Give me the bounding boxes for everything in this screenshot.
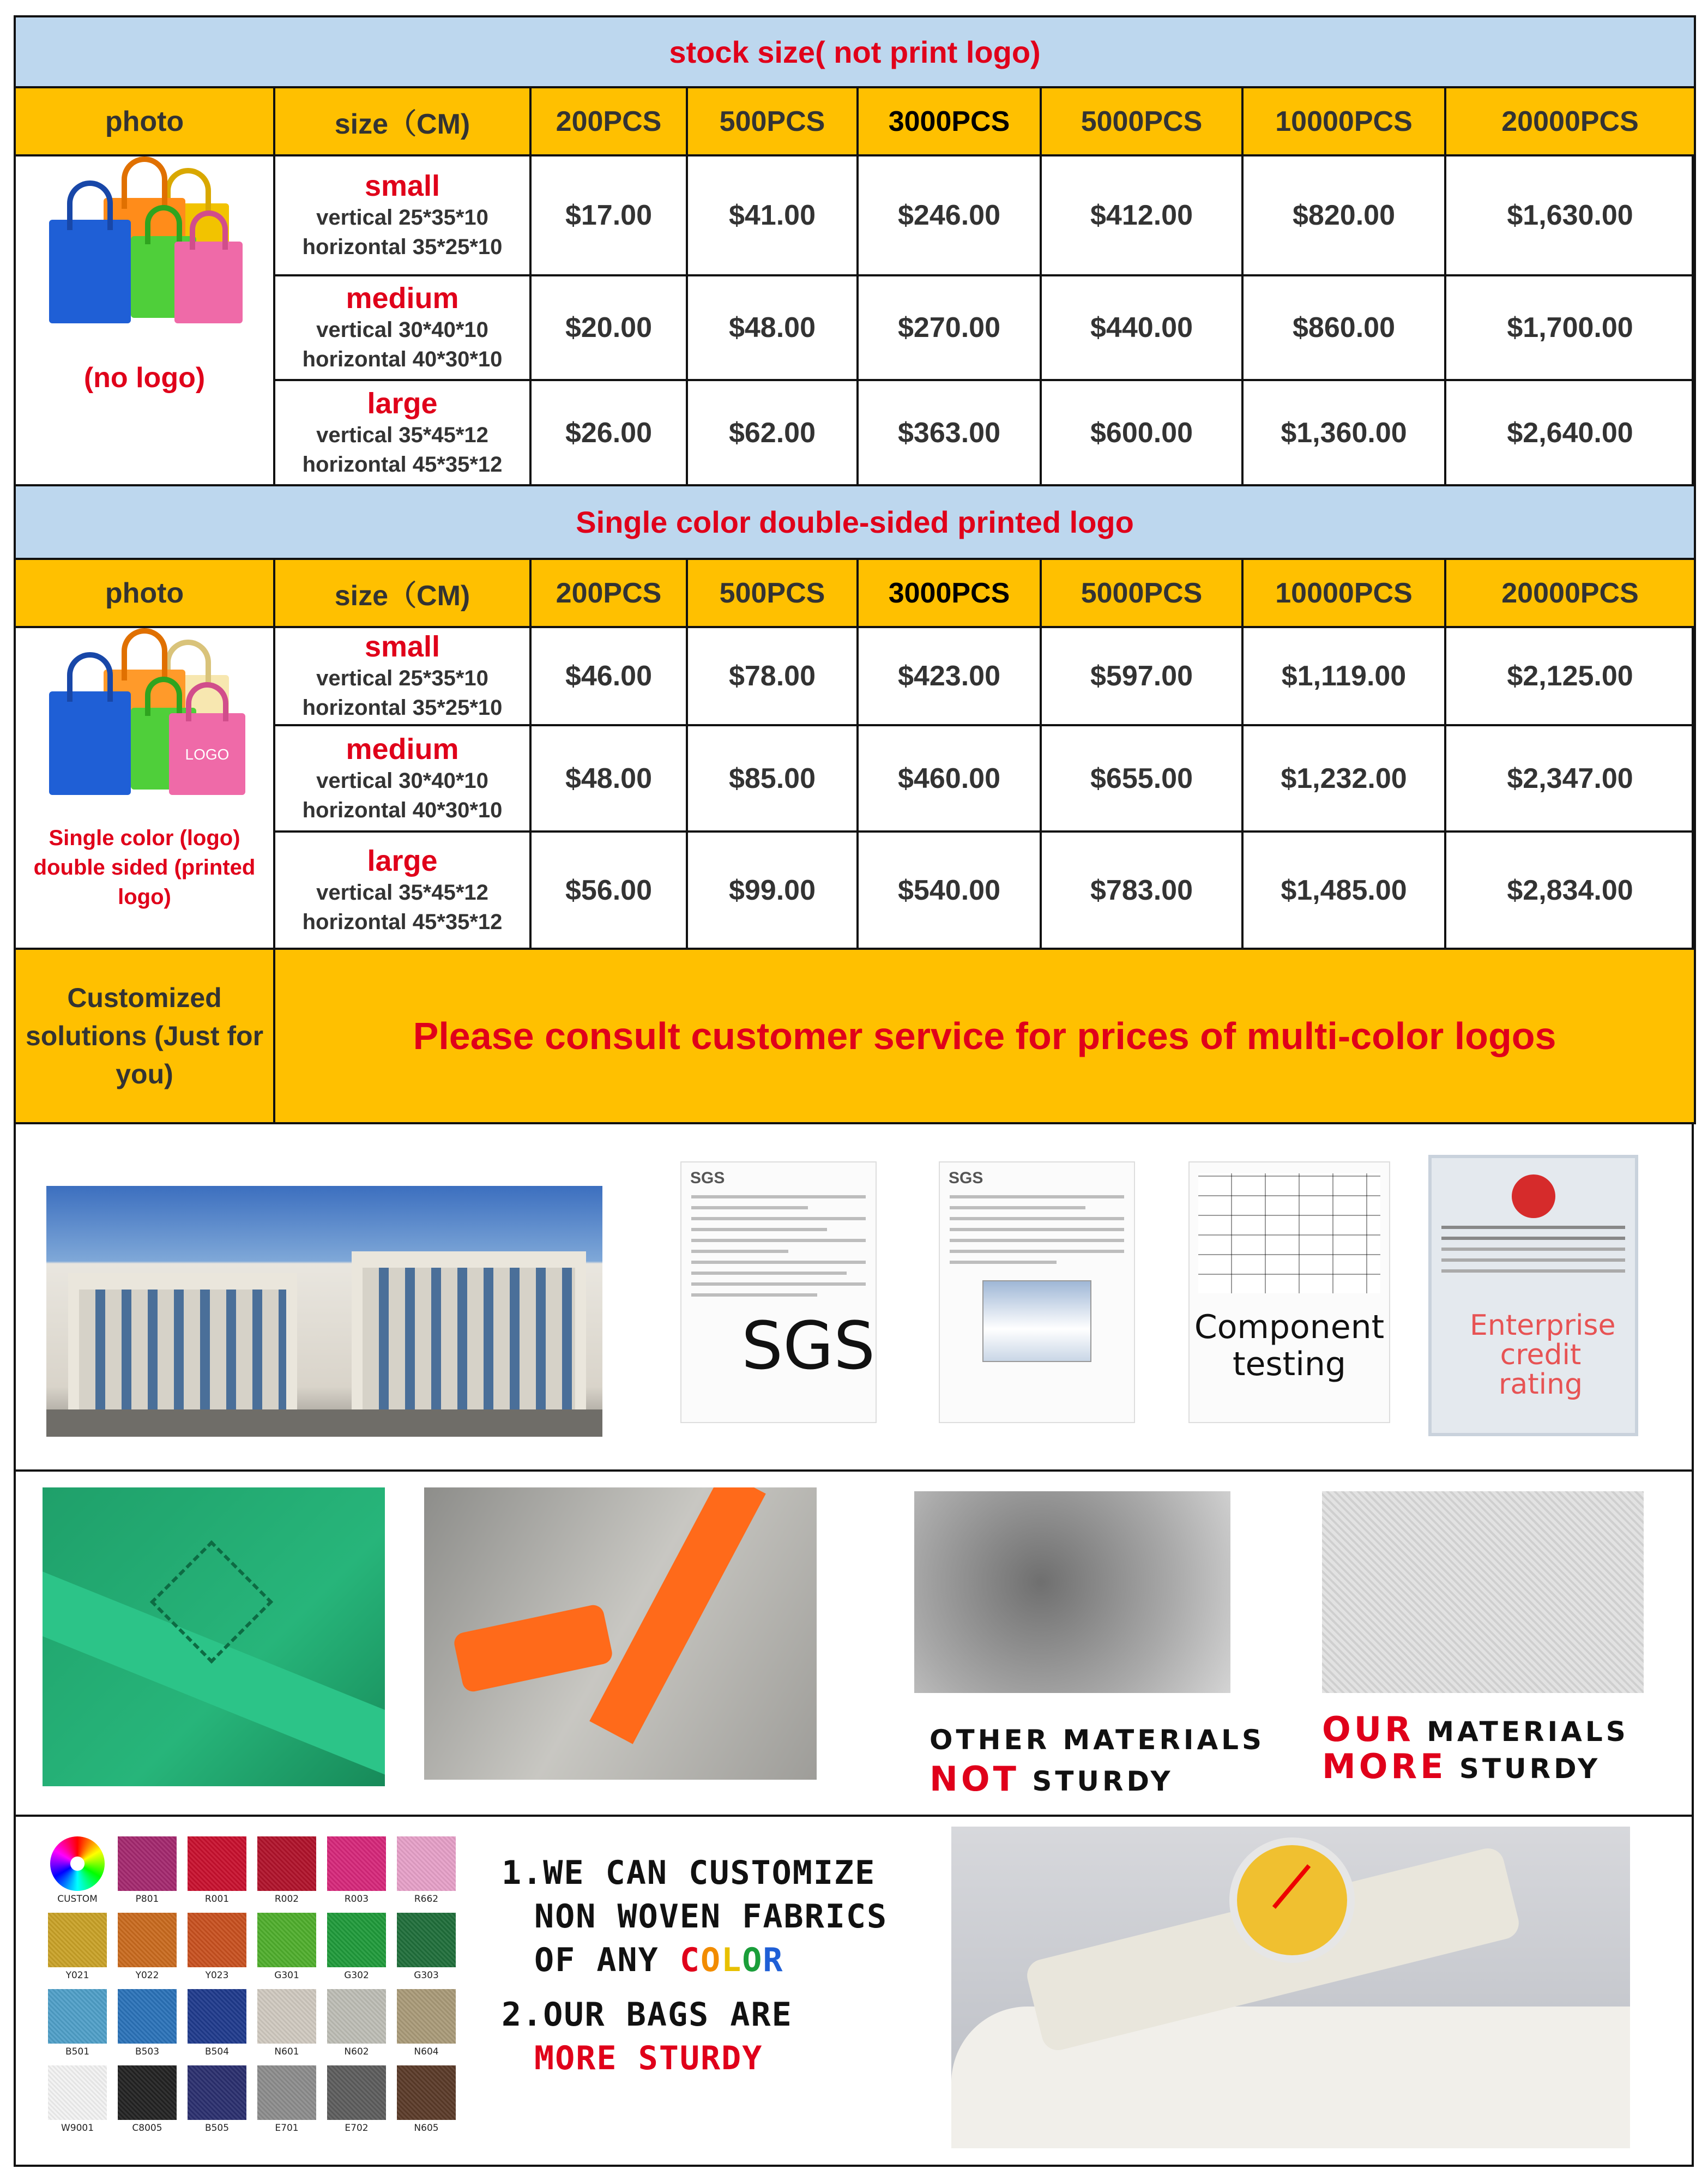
color-swatch-code: P801 <box>135 1894 159 1905</box>
size-name: medium <box>346 282 459 315</box>
stock-photo-cell <box>15 155 274 485</box>
printed-title: Single color double-sided printed logo <box>15 485 1695 559</box>
size-name: large <box>367 844 438 877</box>
enterprise-credit-label: Enterprise credit rating <box>1470 1309 1616 1401</box>
sgs-certificate-2 <box>939 1161 1135 1423</box>
color-swatch-code: B505 <box>204 2123 230 2134</box>
price-cell: $540.00 <box>858 832 1041 949</box>
header-500: 500PCS <box>687 559 858 627</box>
stock-header-row <box>15 87 1695 155</box>
printed-header-row <box>15 559 1695 627</box>
tension-tester-photo <box>951 1827 1630 2148</box>
price-cell: $597.00 <box>1041 627 1242 725</box>
price-cell: $56.00 <box>530 832 687 949</box>
price-cell: $1,630.00 <box>1445 155 1695 275</box>
color-swatch-code: R003 <box>344 1894 369 1905</box>
price-cell: $412.00 <box>1041 155 1242 275</box>
color-swatch-code: Y022 <box>135 1970 159 1981</box>
color-swatch-code: Y023 <box>205 1970 229 1981</box>
color-swatch <box>48 2065 107 2120</box>
color-swatch <box>118 1913 177 1967</box>
header-size: size（CM) <box>274 87 530 155</box>
size-name: small <box>364 630 440 663</box>
stock-title: stock size( not print logo) <box>15 16 1695 87</box>
price-cell: $20.00 <box>530 275 687 380</box>
header-photo: photo <box>15 87 274 155</box>
size-name: small <box>364 170 440 202</box>
price-cell: $78.00 <box>687 627 858 725</box>
color-swatch-code: R662 <box>414 1894 439 1905</box>
price-cell: $440.00 <box>1041 275 1242 380</box>
header-10000: 10000PCS <box>1242 87 1445 155</box>
multi-color-consult-message: Please consult customer service for prices of multi-color logos <box>274 949 1695 1123</box>
size-horizontal: horizontal 35*25*10 <box>302 235 503 259</box>
header-200: 200PCS <box>530 87 687 155</box>
color-word: COLOR <box>679 1941 784 1979</box>
color-swatch <box>257 2065 316 2120</box>
price-cell: $1,232.00 <box>1242 725 1445 832</box>
logo-bags-image <box>44 631 245 811</box>
color-swatch <box>188 1989 246 2044</box>
sgs-doc-header: SGS <box>690 1169 725 1187</box>
color-swatch <box>48 1913 107 1967</box>
color-swatch <box>188 2065 246 2120</box>
header-5000: 5000PCS <box>1041 87 1242 155</box>
size-vertical: vertical 25*35*10 <box>316 666 488 690</box>
printed-logo-caption: Single color (logo) double sided (printed logo) <box>33 826 256 909</box>
custom-row <box>15 949 1695 1123</box>
color-swatch <box>397 1836 456 1891</box>
price-cell: $423.00 <box>858 627 1041 725</box>
color-swatch <box>257 1836 316 1891</box>
factory-photo <box>46 1186 602 1437</box>
price-cell: $1,119.00 <box>1242 627 1445 725</box>
size-name: medium <box>346 732 459 766</box>
size-vertical: vertical 30*40*10 <box>316 318 488 342</box>
not-word: NOT <box>930 1759 1019 1799</box>
color-swatch-code: E702 <box>345 2123 369 2134</box>
color-swatch-grid <box>48 1836 462 2142</box>
header-3000: 3000PCS <box>858 559 1041 627</box>
header-10000: 10000PCS <box>1242 559 1445 627</box>
color-swatch-code: R002 <box>274 1894 299 1905</box>
stock-price-table <box>14 15 1696 486</box>
other-materials-line1: OTHER MATERIALS <box>930 1724 1265 1756</box>
price-cell: $860.00 <box>1242 275 1445 380</box>
green-bag-stitching-photo <box>43 1487 385 1786</box>
customized-solutions-label: Customized solutions (Just for you) <box>15 949 274 1123</box>
size-horizontal: horizontal 40*30*10 <box>302 798 503 822</box>
color-swatch <box>397 1989 456 2044</box>
size-horizontal: horizontal 45*35*12 <box>302 909 503 934</box>
price-cell: $2,347.00 <box>1445 725 1695 832</box>
color-swatch-code: R001 <box>204 1894 230 1905</box>
other-material-fabric <box>914 1491 1230 1693</box>
color-swatch-code: Y021 <box>65 1970 89 1981</box>
color-swatch <box>327 1989 386 2044</box>
color-swatch-code: W9001 <box>61 2123 94 2134</box>
header-200: 200PCS <box>530 559 687 627</box>
size-name: large <box>367 387 438 420</box>
color-swatch <box>257 1989 316 2044</box>
header-size: size（CM) <box>274 559 530 627</box>
other-materials-caption <box>930 1720 1265 1801</box>
price-cell: $2,640.00 <box>1445 380 1695 485</box>
color-swatch <box>118 1989 177 2044</box>
price-cell: $363.00 <box>858 380 1041 485</box>
header-5000: 5000PCS <box>1041 559 1242 627</box>
size-vertical: vertical 30*40*10 <box>316 768 488 793</box>
printed-photo-cell <box>15 627 274 949</box>
color-swatch <box>118 2065 177 2120</box>
sturdy-word: STURDY <box>1032 1766 1174 1797</box>
color-swatch-code: N601 <box>274 2046 299 2057</box>
color-swatch-code: G303 <box>414 1970 439 1981</box>
our-materials-caption <box>1322 1709 1629 1786</box>
color-swatch-code: B501 <box>65 2046 90 2057</box>
price-cell: $1,360.00 <box>1242 380 1445 485</box>
header-20000: 20000PCS <box>1445 559 1695 627</box>
size-horizontal: horizontal 35*25*10 <box>302 696 503 720</box>
color-swatch <box>118 1836 177 1891</box>
header-500: 500PCS <box>687 87 858 155</box>
price-cell: $246.00 <box>858 155 1041 275</box>
color-swatch-code: N602 <box>344 2046 369 2057</box>
price-cell: $17.00 <box>530 155 687 275</box>
price-cell: $600.00 <box>1041 380 1242 485</box>
bag-logo-text: LOGO <box>185 746 230 763</box>
color-swatch <box>327 1836 386 1891</box>
color-swatch-code: C8005 <box>132 2123 162 2134</box>
price-cell: $2,834.00 <box>1445 832 1695 949</box>
price-cell: $46.00 <box>530 627 687 725</box>
color-swatch <box>397 1913 456 1967</box>
color-swatch <box>188 1913 246 1967</box>
orange-handle-photo <box>424 1487 817 1780</box>
customize-slogan <box>502 1851 888 2080</box>
color-swatch-code: CUSTOM <box>57 1894 98 1905</box>
component-testing-report <box>1188 1161 1390 1423</box>
sgs-doc-header: SGS <box>949 1169 983 1187</box>
printed-price-table <box>14 484 1696 1124</box>
color-swatch <box>257 1913 316 1967</box>
header-photo: photo <box>15 559 274 627</box>
color-swatch-code: G301 <box>274 1970 299 1981</box>
header-3000: 3000PCS <box>858 87 1041 155</box>
sturdy-word-2: STURDY <box>1459 1753 1601 1785</box>
header-20000: 20000PCS <box>1445 87 1695 155</box>
color-swatch <box>188 1836 246 1891</box>
price-cell: $41.00 <box>687 155 858 275</box>
color-swatch-code: B503 <box>135 2046 160 2057</box>
color-swatch-code: N604 <box>414 2046 439 2057</box>
slogan-line2: NON WOVEN FABRICS <box>534 1897 888 1936</box>
color-swatch-code: B504 <box>204 2046 230 2057</box>
color-swatch <box>397 2065 456 2120</box>
color-swatch <box>48 1989 107 2044</box>
slogan-line1: 1.WE CAN CUSTOMIZE <box>502 1854 876 1892</box>
slogan-line4: 2.OUR BAGS ARE <box>502 1996 793 2034</box>
component-testing-label: Component testing <box>1194 1308 1385 1383</box>
no-logo-caption: (no logo) <box>83 362 206 394</box>
size-horizontal: horizontal 40*30*10 <box>302 347 503 371</box>
price-cell: $48.00 <box>687 275 858 380</box>
price-cell: $1,700.00 <box>1445 275 1695 380</box>
price-cell: $99.00 <box>687 832 858 949</box>
stock-row-small <box>15 155 1695 275</box>
size-vertical: vertical 35*45*12 <box>316 423 488 447</box>
color-swatch <box>327 2065 386 2120</box>
credit-rating-certificate <box>1428 1155 1638 1436</box>
our-word: OUR <box>1322 1709 1414 1749</box>
size-vertical: vertical 35*45*12 <box>316 880 488 905</box>
slogan-line3: OF ANY <box>534 1941 680 1979</box>
slogan-line5: MORE STURDY <box>534 2039 763 2077</box>
price-cell: $85.00 <box>687 725 858 832</box>
color-swatch-code: N605 <box>414 2123 439 2134</box>
price-cell: $48.00 <box>530 725 687 832</box>
materials-word: MATERIALS <box>1427 1716 1629 1748</box>
sgs-label: SGS <box>741 1309 876 1384</box>
section-divider <box>14 1469 1694 1472</box>
more-word: MORE <box>1322 1746 1447 1786</box>
color-swatch-code: E701 <box>275 2123 299 2134</box>
price-cell: $270.00 <box>858 275 1041 380</box>
color-swatch <box>50 1836 105 1891</box>
color-swatch <box>327 1913 386 1967</box>
price-cell: $655.00 <box>1041 725 1242 832</box>
price-cell: $26.00 <box>530 380 687 485</box>
section-divider <box>14 1815 1694 1817</box>
size-horizontal: horizontal 45*35*12 <box>302 452 503 477</box>
price-cell: $1,485.00 <box>1242 832 1445 949</box>
price-cell: $820.00 <box>1242 155 1445 275</box>
price-cell: $783.00 <box>1041 832 1242 949</box>
printed-row-small <box>15 627 1695 725</box>
price-cell: $460.00 <box>858 725 1041 832</box>
size-vertical: vertical 25*35*10 <box>316 206 488 230</box>
our-material-fabric <box>1322 1491 1644 1693</box>
color-swatch-code: G302 <box>344 1970 369 1981</box>
price-cell: $62.00 <box>687 380 858 485</box>
price-cell: $2,125.00 <box>1445 627 1695 725</box>
plain-bags-image <box>44 160 245 340</box>
